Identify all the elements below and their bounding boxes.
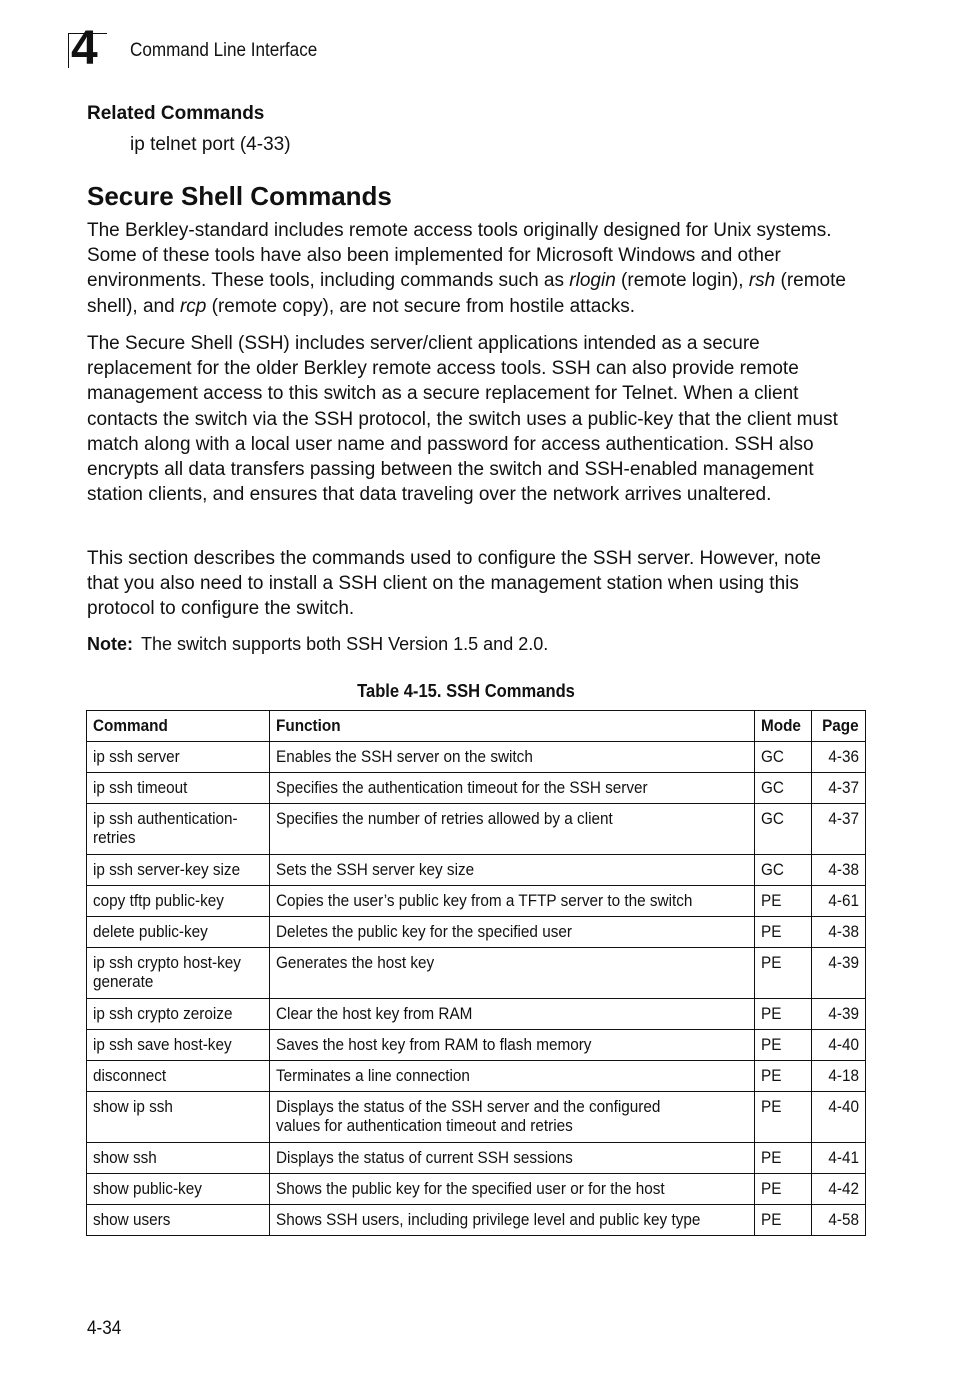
cell-page: 4-42 [811,1174,865,1205]
cell-page: 4-58 [811,1205,865,1236]
cell-mode: PE [754,1174,811,1205]
cell-function: Specifies the number of retries allowed by a client [270,804,755,855]
chapter-number: 4 [71,22,96,75]
cell-command: delete public-key [87,917,270,948]
table-row [87,1205,866,1236]
cell-function: Sets the SSH server key size [270,855,755,886]
cell-command: show ssh [87,1143,270,1174]
cell-command: ip ssh crypto zeroize [87,999,270,1030]
cell-page: 4-41 [811,1143,865,1174]
table-row [87,999,866,1030]
paragraph-text: The Berkley-standard includes remote access tools originally designed for Unix systems. Some of these tools have also been implemented for Microsoft Windows and other environments. These tools, including commands such as [87,220,832,292]
header-command: Command [87,711,270,742]
table-row [87,1061,866,1092]
cell-page: 4-38 [811,855,865,886]
cell-function: Saves the host key from RAM to flash memory [270,1030,755,1061]
paragraph-berkley [87,218,847,319]
chapter-title: Command Line Interface [130,40,318,61]
cell-function: Terminates a line connection [270,1061,755,1092]
table-row [87,886,866,917]
cell-command: ip ssh server [87,742,270,773]
cell-page: 4-40 [811,1092,865,1143]
cell-command: show ip ssh [87,1092,270,1143]
rsh-term: rsh [748,270,776,292]
cell-page: 4-38 [811,917,865,948]
cell-function: Generates the host key [270,948,755,999]
paragraph-text: (remote login), [615,270,749,292]
ssh-commands-table [86,710,866,1236]
table-row [87,1143,866,1174]
cell-command: show public-key [87,1174,270,1205]
cell-page: 4-39 [811,999,865,1030]
table-row [87,1030,866,1061]
header-page: Page [811,711,865,742]
cell-mode: GC [754,855,811,886]
cell-function: Deletes the public key for the specified user [270,917,755,948]
table-caption: Table 4-15. SSH Commands [357,681,575,701]
cell-mode: PE [754,886,811,917]
cell-page: 4-36 [811,742,865,773]
table-row [87,1174,866,1205]
cell-mode: PE [754,1143,811,1174]
table-header-row [87,711,866,742]
cell-mode: PE [754,1205,811,1236]
cell-command: ip ssh authentication-retries [87,804,270,855]
cell-command: ip ssh save host-key [87,1030,270,1061]
cell-command: show users [87,1205,270,1236]
cell-command: ip ssh crypto host-key generate [87,948,270,999]
cell-function: Displays the status of current SSH sessions [270,1143,755,1174]
cell-mode: PE [754,999,811,1030]
cell-page: 4-37 [811,804,865,855]
rcp-term: rcp [179,295,207,317]
note-label: Note: [87,634,133,654]
table-row [87,948,866,999]
note-text: The switch supports both SSH Version 1.5 and 2.0. [141,634,549,654]
cell-page: 4-61 [811,886,865,917]
cell-function: Displays the status of the SSH server and the configured values for authentication timeout and retries [270,1092,755,1143]
cell-page: 4-37 [811,773,865,804]
header-mode: Mode [754,711,811,742]
note [87,634,548,655]
paragraph-ssh: The Secure Shell (SSH) includes server/client applications intended as a secure replacement for the older Berkley remote access tools. SSH can also provide remote management access to this switch as a secure replacement for Telnet. When a client contacts the switch via the SSH protocol, the switch uses a public-key that the client must match along with a local user name and password for access authentication. SSH also encrypts all data transfers passing between the switch and SSH-enabled management station clients, and ensures that data traveling over the network arrives unaltered. [87,333,838,506]
related-command-item: ip telnet port (4-33) [130,134,291,155]
cell-page: 4-39 [811,948,865,999]
cell-function: Copies the user’s public key from a TFTP server to the switch [270,886,755,917]
cell-mode: PE [754,917,811,948]
cell-mode: PE [754,1061,811,1092]
table-row [87,773,866,804]
related-commands-heading: Related Commands [87,103,265,124]
cell-function: Shows the public key for the specified user or for the host [270,1174,755,1205]
rlogin-term: rlogin [569,270,616,292]
cell-mode: PE [754,1030,811,1061]
cell-command: ip ssh timeout [87,773,270,804]
paragraph-text: (remote shell), and [87,270,846,317]
page-number: 4-34 [87,1318,122,1339]
cell-mode: GC [754,804,811,855]
table-row [87,1092,866,1143]
section-title: Secure Shell Commands [87,181,392,211]
cell-function: Clear the host key from RAM [270,999,755,1030]
cell-mode: PE [754,948,811,999]
cell-command: ip ssh server-key size [87,855,270,886]
cell-mode: PE [754,1092,811,1143]
table-row [87,804,866,855]
cell-mode: GC [754,773,811,804]
cell-mode: GC [754,742,811,773]
table-row [87,917,866,948]
cell-command: copy tftp public-key [87,886,270,917]
cell-page: 4-40 [811,1030,865,1061]
cell-function: Shows SSH users, including privilege level and public key type [270,1205,755,1236]
cell-page: 4-18 [811,1061,865,1092]
paragraph-text: (remote copy), are not secure from hostile attacks. [206,295,636,317]
header-function: Function [270,711,755,742]
table-row [87,742,866,773]
cell-function: Specifies the authentication timeout for the SSH server [270,773,755,804]
table-row [87,855,866,886]
paragraph-section-scope: This section describes the commands used to configure the SSH server. However, note that you also need to install a SSH client on the management station when using this protocol to configure the switch. [87,548,821,620]
cell-function: Enables the SSH server on the switch [270,742,755,773]
cell-command: disconnect [87,1061,270,1092]
